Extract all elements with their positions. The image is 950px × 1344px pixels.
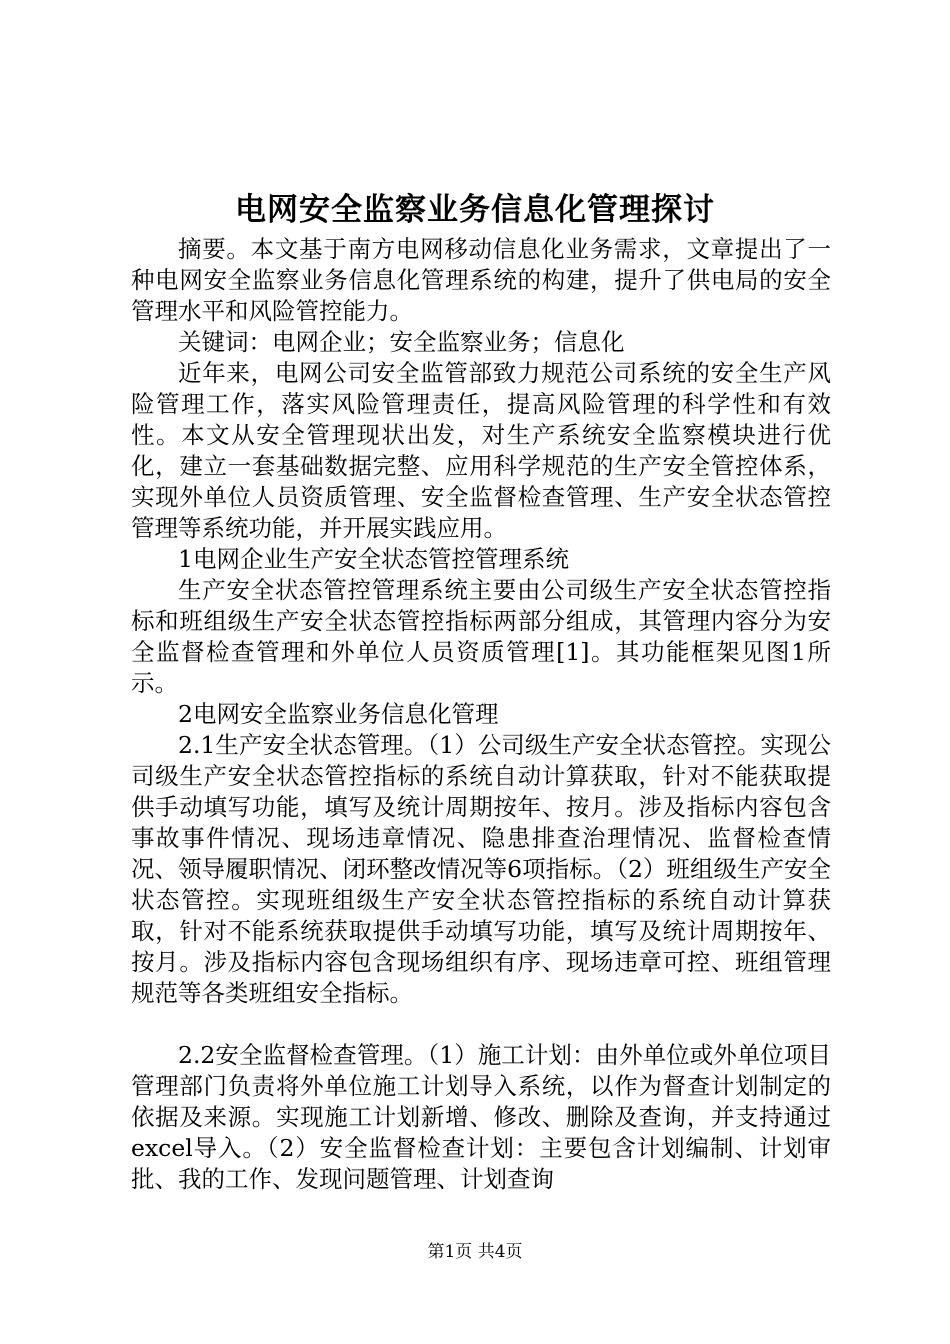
section-2-2-paragraph: 2.2安全监督检查管理。（1）施工计划：由外单位或外单位项目管理部门负责将外单位施工计划导入系统，以作为督查计划制定的依据及来源。实现施工计划新增、修改、删除及查询，并支持通过excel导入。（2）安全监督检查计划：主要包含计划编制、计划审批、我的工作、发现问题管理、计划查询 [131, 1041, 831, 1193]
intro-paragraph: 近年来，电网公司安全监管部致力规范公司系统的安全生产风险管理工作，落实风险管理责任，提高风险管理的科学性和有效性。本文从安全管理现状出发，对生产系统安全监察模块进行优化，建立一套基础数据完整、应用科学规范的生产安全管控体系，实现外单位人员资质管理、安全监督检查管理、生产安全状态管控管理等系统功能，并开展实践应用。 [131, 359, 831, 542]
document-title: 电网安全监察业务信息化管理探讨 [235, 192, 715, 228]
document-body [131, 234, 831, 1195]
section-heading-1: 1电网企业生产安全状态管控管理系统 [178, 545, 569, 573]
section-2-1-paragraph: 2.1生产安全状态管理。（1）公司级生产安全状态管控。实现公司级生产安全状态管控指标的系统自动计算获取，针对不能获取提供手动填写功能，填写及统计周期按年、按月。涉及指标内容包含事故事件情况、现场违章情况、隐患排查治理情况、监督检查情况、领导履职情况、闭环整改情况等6项指标。（2）班组级生产安全状态管控。实现班组级生产安全状态管控指标的系统自动计算获取，针对不能系统获取提供手动填写功能，填写及统计周期按年、按月。涉及指标内容包含现场组织有序、现场违章可控、班组管理规范等各类班组安全指标。 [131, 731, 831, 1007]
abstract-paragraph: 摘要。本文基于南方电网移动信息化业务需求，文章提出了一种电网安全监察业务信息化管理系统的构建，提升了供电局的安全管理水平和风险管控能力。 [131, 235, 831, 325]
section-1-paragraph: 生产安全状态管控管理系统主要由公司级生产安全状态管控指标和班组级生产安全状态管控指标两部分组成，其管理内容分为安全监督检查管理和外单位人员资质管理[1]。其功能框架见图1所示。 [131, 576, 831, 697]
page-footer: 第1页 共4页 [427, 1242, 523, 1262]
section-heading-2: 2电网安全监察业务信息化管理 [178, 700, 499, 728]
keywords-paragraph: 关键词：电网企业；安全监察业务；信息化 [178, 328, 625, 356]
